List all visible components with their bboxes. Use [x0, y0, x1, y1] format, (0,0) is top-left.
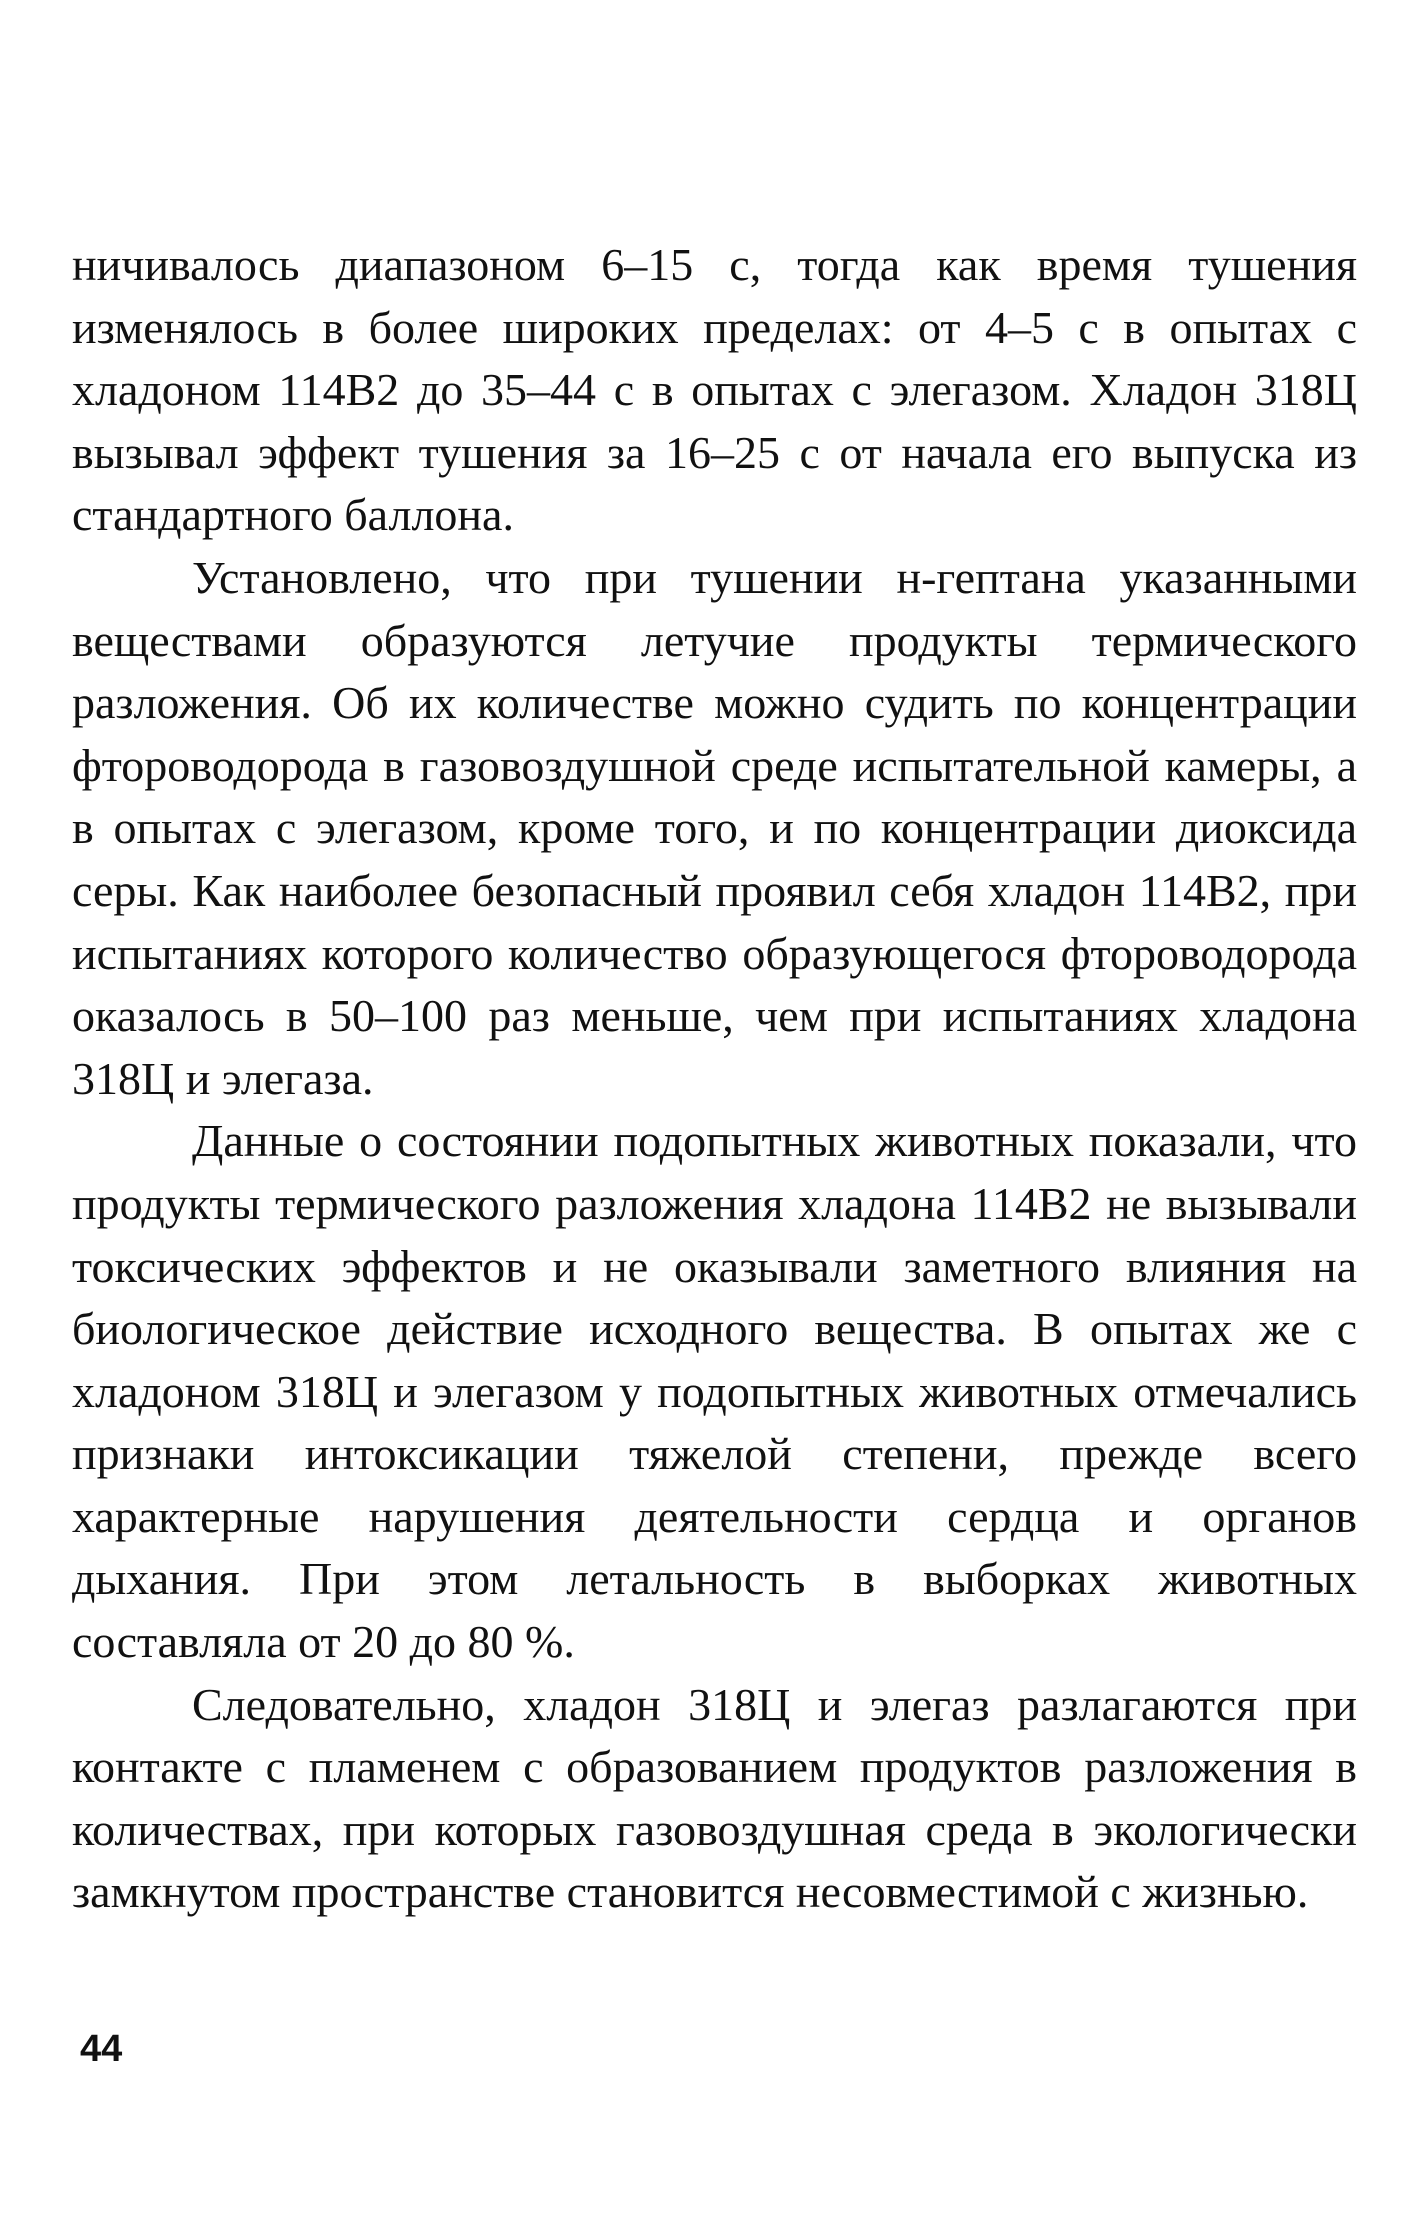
- paragraph-conclusion: Следовательно, хладон 318Ц и элегаз разлагаются при контакте с пламенем с образованием продуктов разложения в количествах, при которых газовоздушная среда в экологически замкнутом пространстве становится несовместимой с жизнью.: [72, 1678, 1357, 1918]
- page-number: 44: [80, 2028, 123, 2070]
- paragraph-animal-data: Данные о состоянии подопытных животных показали, что продукты термического разложения хладона 114В2 не вызывали токсических эффектов и не оказывали заметного влияния на биологическое действие исходного вещества. В опытах же с хладоном 318Ц и элегазом у подопытных животных отмечались признаки интоксикации тяжелой степени, прежде всего характерные нарушения деятельности сердца и органов дыхания. При этом летальность в выборках животных составляла от 20 до 80 %.: [72, 1115, 1357, 1668]
- paragraph-hydrogen-fluoride: Установлено, что при тушении н-гептана указанными веществами образуются летучие продукты термического разложения. Об их количестве можно судить по концентрации фтороводорода в газовоздушной среде испытательной камеры, а в опытах с элегазом, кроме того, и по концентрации диоксида серы. Как наиболее безопасный проявил себя хладон 114В2, при испытаниях которого количество образующегося фтороводорода оказалось в 50–100 раз меньше, чем при испытаниях хладона 318Ц и элегаза.: [72, 551, 1357, 1104]
- body-text: [72, 234, 1357, 1924]
- paragraph-continuation: ничивалось диапазоном 6–15 с, тогда как время тушения изменялось в более широких пределах: от 4–5 с в опытах с хладоном 114В2 до 35–44 с в опытах с элегазом. Хладон 318Ц вызывал эффект тушения за 16–25 с от начала его выпуска из стандартного баллона.: [72, 239, 1357, 541]
